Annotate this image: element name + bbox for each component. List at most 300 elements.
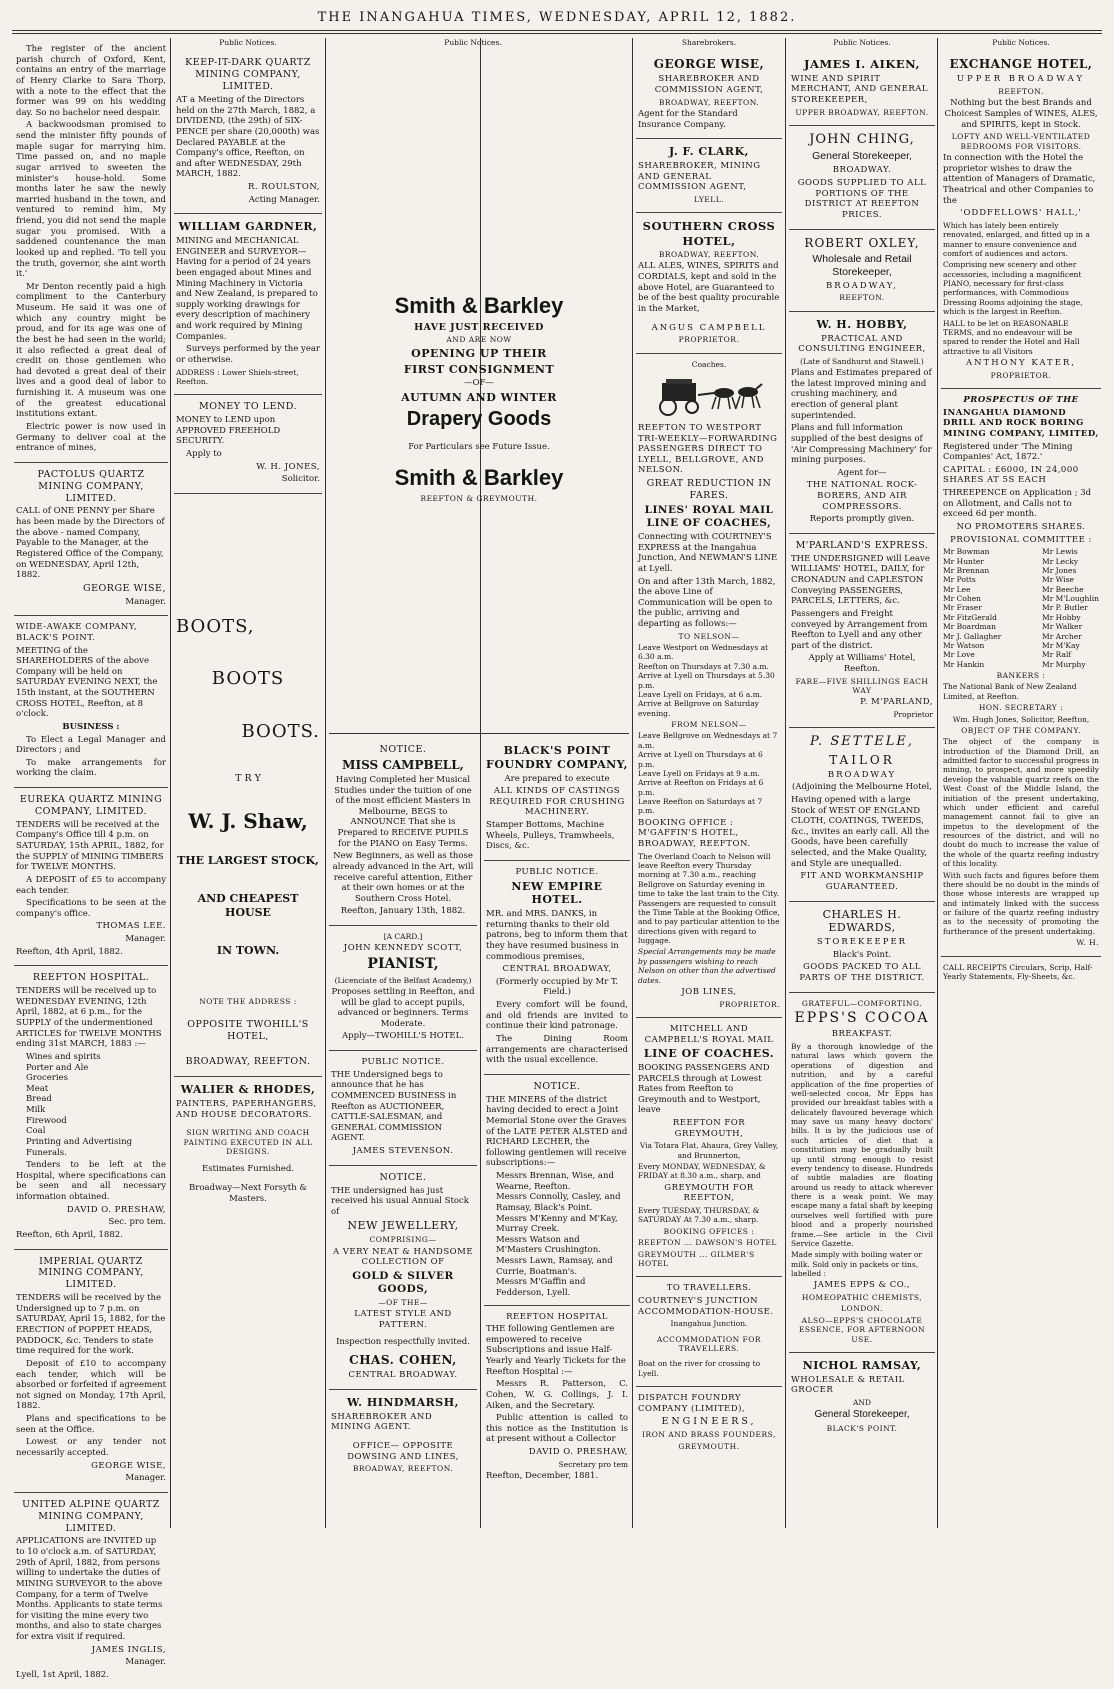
- offices-label: BOOKING OFFICES :: [663, 1226, 755, 1236]
- ad-body: GOODS SUPPLIED TO ALL PORTIONS OF THE DISTRICT AT REEFTON PRICES.: [797, 178, 927, 220]
- travellers-ad: [636, 1277, 782, 1387]
- column-5: [636, 38, 782, 1528]
- signer: JAMES STEVENSON.: [352, 1146, 454, 1156]
- column-6: [789, 38, 935, 1528]
- list-item: Mr Walker: [1042, 622, 1083, 632]
- smith-line: OPENING UP THEIR: [411, 346, 547, 360]
- section-rule: [329, 733, 629, 734]
- ad-body: By a thorough knowledge of the natural laws which govern the operations of digestion and nutrition, and by a careful application of the fine properties of well-selected cocoa, Mr Epps has provided our breakfast tables with a delicately flavoured beverage which may save us many heavy doctors' bills. It is by the judicious use of such articles of diet that a constitution may be gradually built up until strong enough to resist every tendency to disease. Hundreds of subtle maladies are floating around us ready to attack wherever there is a weak point. We may escape many a fatal shaft by keeping ourselves well fortified with pure blood and a properly nourished frame.—See article in the Civil Service Gazette.: [791, 1042, 933, 1248]
- ad-hall: In connection with the Hotel the proprietor wishes to draw the attention of Managers of Dramatic, Theatrical and other Companies to the: [943, 153, 1096, 206]
- date: Lyell, 1st April, 1882.: [16, 1669, 109, 1680]
- collection: A VERY NEAT & HANDSOME COLLECTION OF: [332, 1246, 474, 1268]
- list-item: Mr Lecky: [1042, 556, 1079, 566]
- ad-body: PAINTERS, PAPERHANGERS, AND HOUSE DECORATORS.: [176, 1099, 317, 1120]
- ad-fare: FARE—FIVE SHILLINGS EACH WAY: [795, 676, 929, 695]
- column-1: [14, 38, 168, 1680]
- signer: ANGUS CAMPBELL: [651, 322, 767, 333]
- imperial-notice: [14, 1250, 168, 1493]
- ad-plans: Plans and Estimates prepared of the latest improved mining and crushing machinery, and erection of general plant superintended.: [791, 368, 932, 421]
- signer-role: Manager.: [125, 934, 166, 944]
- signer-role: Sec. pro tem.: [108, 1217, 166, 1228]
- ad-address: BROADWAY, REEFTON.: [352, 1464, 454, 1474]
- clark-ad: [636, 139, 782, 213]
- boots-line: BOOTS.: [241, 720, 320, 742]
- notice-body: Having Completed her Musical Studies under the tuition of one of the most efficient Masters in Melbourne, BEGS to ANNOUNCE That she is Prepared to RECEIVE PUPILS for the PIANO on Easy Terms.: [334, 774, 472, 849]
- business-item: To Elect a Legal Manager and Directors ; and: [16, 734, 166, 756]
- lowest: Lowest or any tender not necessarily accepted.: [16, 1437, 166, 1458]
- smith-line: HAVE JUST RECEIVED: [414, 321, 544, 333]
- stock-line: IN TOWN.: [216, 943, 280, 957]
- ad-title: EPPS'S COCOA: [794, 1009, 930, 1026]
- inspection: Inspection respectfully invited.: [336, 1336, 470, 1347]
- timetable-row: Leave Westport on Wednesdays at 6.30 a.m.: [638, 643, 769, 662]
- settele-ad: [789, 728, 935, 901]
- ad-body: PRACTICAL AND CONSULTING ENGINEER,: [798, 333, 926, 355]
- central: CENTRAL BROADWAY,: [502, 964, 612, 975]
- ad-body: MR. and MRS. DANKS, in returning thanks to their old patrons, beg to inform them that they have resumed business in commodious premises,: [486, 909, 628, 962]
- hotel-name: NEW EMPIRE HOTEL.: [511, 879, 603, 907]
- signer-role: PROPRIETOR.: [990, 370, 1052, 380]
- list-item: Mr M'Loughlin: [1042, 594, 1099, 603]
- masthead-rule-2: [12, 33, 1102, 34]
- ad-body: WINE AND SPIRIT MERCHANT, AND GENERAL STOREKEEPER,: [791, 73, 929, 105]
- ad-agent: Agent for—: [837, 467, 887, 478]
- try-line: T R Y: [235, 773, 261, 785]
- ad-office: OFFICE— OPPOSITE DOWSING AND LINES,: [347, 1440, 459, 1462]
- ad-body: MINING and MECHANICAL ENGINEER and SURVEYOR—Having for a period of 24 years been engaged about Mines and Mining Machinery in Victoria and New Zealand, is prepared to supply working drawings for every description of machinery and work required by Mining Companies.: [176, 236, 318, 342]
- epps-ad: [789, 993, 935, 1353]
- ramsay-ad: [789, 1353, 935, 1441]
- via: Via Totara Flat, Ahaura, Grey Valley, and Brunnerton,: [639, 1141, 779, 1160]
- every: Every TUESDAY, THURSDAY, & SATURDAY At 7.30 a.m., sharp.: [638, 1206, 760, 1225]
- ad-body: SHAREBROKER, MINING AND GENERAL COMMISSION AGENT,: [638, 161, 761, 193]
- ad-subtitle: LINE OF COACHES.: [643, 1047, 775, 1061]
- signer-role: PROPRIETOR.: [678, 335, 740, 345]
- ad-title: NICHOL RAMSAY,: [802, 1358, 922, 1372]
- ad-town: REEFTON.: [839, 293, 885, 303]
- list-item: Messrs M'Gaffin and Fedderson, Lyell.: [496, 1277, 586, 1298]
- notice-title: REEFTON HOSPITAL: [506, 1311, 608, 1322]
- ad-comprising: Comprising new scenery and other accessories, including a magnificent PIANO, necessary for first-class performances, with Commodious Dressing Rooms adjoining the stage, which is the largest in Reefton.: [943, 260, 1083, 317]
- ad-fit: FIT AND WORKMANSHIP GUARANTEED.: [800, 871, 924, 892]
- list-item: Mr Cohen: [943, 594, 982, 603]
- cohen-name: CHAS. COHEN,: [349, 1353, 457, 1368]
- notice-title: IMPERIAL QUARTZ MINING COMPANY, LIMITED.: [38, 1255, 144, 1291]
- signer-role: Secretary pro tem: [558, 1459, 628, 1469]
- ad-role: General Storekeeper,: [812, 150, 912, 163]
- signer: THOMAS LEE.: [96, 921, 166, 932]
- ad-title: EXCHANGE HOTEL,: [949, 57, 1093, 72]
- scott-card: [329, 926, 477, 1051]
- ad-body: THE UNDERSIGNED will Leave WILLIAMS' HOTEL, DAILY, for CRONADUN and CAPLESTON Conveying PASSENGERS, PARCELS, LETTERS, &c.: [791, 553, 930, 607]
- list-item: Mr Lee: [943, 584, 971, 594]
- list-item: Mr Hunter: [943, 556, 984, 566]
- list-item: Messrs M'Kenny and M'Kay, Murray Creek.: [496, 1213, 618, 1235]
- registered: Registered under 'The Mining Companies' Act, 1872.': [943, 441, 1073, 463]
- ad-apply: Apply at Williams' Hotel, Reefton.: [808, 653, 916, 674]
- date: Reefton, 6th April, 1882.: [16, 1229, 123, 1240]
- southern-cross-ad: [636, 213, 782, 353]
- coaches-body: Connecting with COURTNEY'S EXPRESS at the Inangahua Junction, And NEWMAN'S LINE at Lyell.: [638, 532, 778, 574]
- dining: The Dining Room arrangements are characterised with the usual excellence.: [486, 1033, 628, 1066]
- ad-name: DISPATCH FOUNDRY COMPANY (LIMITED),: [638, 1393, 746, 1414]
- shaw-ad: [174, 494, 322, 1077]
- signer: JOB LINES,: [681, 986, 737, 997]
- comfort: Every comfort will be found, and old friends are invited to continue their kind patronage.: [486, 1000, 628, 1032]
- address-line: BROADWAY, REEFTON.: [185, 1056, 311, 1068]
- ad-made: Made simply with boiling water or milk. Sold only in packets or tins, labelled :: [791, 1250, 922, 1278]
- signer: P. M'PARLAND,: [860, 697, 933, 708]
- pianist-apply: Apply—TWOHILL'S HOTEL.: [342, 1031, 464, 1042]
- gold-silver: GOLD & SILVER GOODS,: [352, 1269, 454, 1295]
- timetable-row: Leave Bellgrove on Wednesdays at 7 a.m.: [638, 731, 778, 750]
- column-3-lower: [329, 738, 477, 1528]
- notice-names: Messrs R. Patterson, C. Cohen, W. G. Collings, J. I. Aiken, and the Secretary.: [486, 1379, 628, 1411]
- bankers-label: BANKERS :: [996, 671, 1046, 680]
- list-item: Wines and spirits: [26, 1051, 101, 1062]
- route: GREYMOUTH FOR REEFTON,: [664, 1182, 754, 1204]
- threepence: THREEPENCE on Application ; 3d on Allotment, and Calls not to exceed 6d per month.: [943, 488, 1092, 520]
- list-item: Messrs Connolly, Casley, and Ramsay, Black's Point.: [496, 1192, 621, 1213]
- ad-body: Are prepared to execute: [504, 773, 610, 784]
- from-nelson: FROM NELSON—: [671, 720, 747, 729]
- list-item: Porter and Ale: [26, 1062, 89, 1073]
- ad-lofty: LOFTY AND WELL-VENTILATED BEDROOMS FOR VISITORS.: [951, 132, 1091, 151]
- hindmarsh-ad: [329, 1390, 477, 1482]
- stock-line: AND CHEAPEST HOUSE: [197, 892, 299, 919]
- pianist-role: PIANIST,: [367, 956, 439, 972]
- notice-title: PUBLIC NOTICE.: [361, 1057, 445, 1067]
- smith-line: AND ARE NOW: [446, 335, 512, 345]
- timetable-row: Arrive at Bellgrove on Saturday evening.: [638, 699, 759, 718]
- section-head: Public Notices.: [219, 38, 277, 47]
- list-item: Mr Lewis: [1042, 547, 1078, 557]
- ad-odd: 'ODDFELLOWS' HALL,': [960, 208, 1082, 219]
- column-7: [941, 38, 1101, 1528]
- route: REEFTON FOR GREYMOUTH,: [672, 1118, 746, 1139]
- smith-particulars: For Particulars see Future Issue.: [408, 441, 550, 452]
- ad-address: BROADWAY, REEFTON.: [658, 97, 760, 107]
- ad-sub: BREAKFAST.: [831, 1029, 893, 1040]
- empire-hotel-ad: [484, 861, 630, 1075]
- notice-title: NOTICE.: [379, 1171, 427, 1183]
- signer: W. H.: [1076, 938, 1099, 948]
- pianist-body: Proposes settling in Reefton, and will be glad to accept pupils, advanced or beginners. Terms Moderate.: [331, 986, 475, 1029]
- list-item: Mr Hobby: [1042, 612, 1081, 622]
- subscription-list: [486, 1171, 628, 1299]
- notice-title: NOTICE.: [533, 1080, 581, 1092]
- ad-goods: GOODS PACKED TO ALL PARTS OF THE DISTRICT.: [799, 962, 925, 983]
- ad-address: ADDRESS : Lower Shiels-street, Reefton.: [176, 367, 299, 386]
- prospectus-ad: [941, 389, 1101, 957]
- section-head: Sharebrokers.: [681, 38, 737, 47]
- deposit: A DEPOSIT of £5 to accompany each tender.: [16, 874, 166, 896]
- ad-title: JAMES I. AIKEN,: [804, 57, 920, 72]
- office: GREYMOUTH ... GILMER'S HOTEL: [638, 1249, 755, 1268]
- no-promoters: NO PROMOTERS SHARES.: [956, 521, 1086, 532]
- list-item: Bread: [26, 1094, 52, 1105]
- notice-title: PACTOLUS QUARTZ MINING COMPANY, LIMITED.: [37, 468, 145, 504]
- pianist-name: JOHN KENNEDY SCOTT,: [343, 943, 463, 954]
- coaches-after: On and after 13th March, 1882, the above Line of Communication will be open to the public, arriving and departing as follows:—: [638, 576, 776, 629]
- ad-iron: IRON AND BRASS FOUNDERS,: [642, 1430, 776, 1440]
- ad-title: JOHN CHING,: [809, 132, 915, 147]
- timetable-row: Arrive at Lyell on Thursdays at 6 p.m.: [638, 750, 763, 769]
- cohen-address: CENTRAL BROADWAY.: [348, 1370, 458, 1381]
- gardner-ad: [174, 214, 322, 395]
- ching-ad: [789, 126, 935, 230]
- ad-reports: Reports promptly given.: [809, 514, 915, 525]
- ad-role: Wholesale and Retail Storekeeper,: [812, 252, 912, 278]
- notice-begin: New Beginners, as well as those already advanced in the Art, will receive careful attention, Either at their own homes or at the Southern Cross Hotel.: [332, 851, 474, 904]
- reduction: GREAT REDUCTION IN FARES.: [646, 478, 772, 501]
- list-item: Mr Potts: [943, 575, 976, 585]
- timetable-row: Leave Lyell on Fridays at 9 a.m.: [638, 768, 760, 778]
- oxley-ad: [789, 230, 935, 312]
- notice-title: UNITED ALPINE QUARTZ MINING COMPANY, LIMITED.: [22, 1498, 160, 1534]
- specs: Specifications to be seen at the company's office.: [16, 898, 166, 919]
- ad-firm: JAMES EPPS & CO.,: [813, 1280, 911, 1291]
- ad-also: ALSO—EPPS'S CHOCOLATE ESSENCE, FOR AFTERNOON USE.: [798, 1315, 926, 1344]
- hospital-subscriptions: [484, 1306, 630, 1490]
- list-item: Funerals.: [26, 1147, 67, 1158]
- timetable-row: Arrive at Reefton on Fridays at 6 p.m.: [638, 778, 764, 797]
- ad-full: Plans and full information supplied of the best designs of 'Air Compressing Machinery' for mining purposes.: [791, 423, 932, 466]
- signer: JAMES INGLIS,: [91, 1644, 166, 1655]
- to-nelson: TO NELSON—: [678, 631, 740, 641]
- note-label: NOTE THE ADDRESS :: [199, 997, 297, 1007]
- list-item: Messrs Brennan, Wise, and Wearne, Reefton.: [496, 1171, 614, 1192]
- list-item: Messrs Watson and M'Masters Crushington.: [496, 1234, 601, 1256]
- smith-line: FIRST CONSIGNMENT: [403, 362, 555, 376]
- column-rule: [325, 38, 326, 1528]
- ad-loc: GREYMOUTH.: [678, 1441, 740, 1451]
- ad-body: Having opened with a large Stock of WEST OF ENGLAND CLOTH, COATINGS, TWEEDS, &c., invites an early call. All the Goods, have been carefully selected, and the Make Quality, and Style are unequalled.: [791, 794, 930, 869]
- ad-address: LYELL.: [693, 194, 725, 204]
- ad-sign: SIGN WRITING AND COACH PAINTING EXECUTED IN ALL DESIGNS.: [183, 1128, 313, 1156]
- ad-body: Nothing but the best Brands and Choicest Samples of WINES, ALES, and SPIRITS, kept in Stock.: [944, 98, 1098, 130]
- comprising: COMPRISING—: [369, 1235, 437, 1245]
- signer: ANTHONY KATER,: [965, 358, 1077, 368]
- ad-title: W. H. HOBBY,: [816, 317, 908, 331]
- ad-address: BROADWAY,: [826, 280, 898, 291]
- notice-title: KEEP-IT-DARK QUARTZ MINING COMPANY, LIMITED.: [185, 57, 311, 93]
- ad-address: Broadway—Next Forsyth & Masters.: [189, 1183, 307, 1204]
- edwards-ad: [789, 902, 935, 993]
- column-rule: [632, 38, 633, 1528]
- notice-body: CALL of ONE PENNY per Share has been made by the Directors of the above - named Company, Payable to the Manager, at the Registered Office of the Company, on WEDNESDAY, April 12th, 1882.: [16, 506, 165, 581]
- timetable: [638, 643, 780, 718]
- secretary: Wm. Hugh Jones, Solicitor, Reefton,: [952, 714, 1090, 724]
- list-item: Mr Jones: [1042, 565, 1077, 575]
- smith-barkley-ad: [329, 290, 629, 550]
- list-item: Mr Murphy: [1042, 659, 1086, 669]
- ad-body: ALL ALES, WINES, SPIRITS and CORDIALS, kept and sold in the above Hotel, are Guaranteed to be of the best quality procurable in the Market,: [638, 261, 780, 314]
- ad-body: BOOKING PASSENGERS AND PARCELS through at Lowest Rates from Reefton to Greymouth and to Westport, leave: [638, 1062, 770, 1116]
- news-paragraph: A backwoodsman promised to send the minister fifty pounds of maple sugar for marrying him. Time passed on, and no maple sugar arrived to sweeten the minister's house-hold. Some months later he saw the newly married husband in the town, and ventured to remind him, My friend, you did not send the maple sugar you promised. With a saddened countenance the man looked up and replied. 'To tell you the truth, governor, she aint worth it.': [16, 120, 166, 280]
- ad-castings: ALL KINDS OF CASTINGS REQUIRED FOR CRUSHING MACHINERY.: [489, 786, 625, 818]
- business-label: BUSINESS :: [62, 721, 120, 732]
- coaches-head: Coaches.: [691, 359, 727, 369]
- stagecoach-icon: [654, 375, 764, 417]
- deposit: Deposit of £10 to accompany each tender, which will be absorbed or forfeited if agreement not signed on Monday, 17th April, 1882.: [16, 1358, 166, 1412]
- smith-location: REEFTON & GREYMOUTH.: [420, 493, 538, 503]
- ad-title: MONEY TO LEND.: [198, 401, 298, 413]
- timetable-row: Leave Reefton on Saturdays at 7 p.m.: [638, 797, 763, 816]
- ad-address: UPPER BROADWAY, REEFTON.: [795, 107, 929, 117]
- ad-london: LONDON.: [841, 1304, 883, 1314]
- ad-body: SHAREBROKER AND MINING AGENT.: [331, 1411, 433, 1433]
- wise-ad: [636, 51, 782, 139]
- news-paragraph: Mr Denton recently paid a high compliment to the Canterbury Museum. He said it was one of which any country might be proud, and for its age was one of the best he had seen in the world; it also reflected a great deal of credit on those gentlemen who had devoted a great deal of their lives and a good deal of labor to furnishing it. A museum was one of the greatest educational institutions extant.: [16, 281, 166, 420]
- list-item: Mr Beeche: [1042, 584, 1084, 594]
- ad-acc: ACCOMMODATION FOR TRAVELLERS.: [656, 1334, 762, 1353]
- list-item: Mr Wise: [1042, 575, 1074, 585]
- signer-role: Manager.: [125, 596, 166, 607]
- list-item: Mr Watson: [943, 640, 985, 650]
- signer: DAVID O. PRESHAW,: [528, 1447, 628, 1457]
- object-body: The object of the company is introduction of the Diamond Drill, an admitted factor to successful progress in mining, to prospect, and more speedily develop the valuable quartz reefs on the West Coast of the Middle Island, the initiation of the present undertaking, which under efficient and careful management cannot fail to give an impetus to the development of the resources of the district, and will no doubt do much to increase the value of the whole of the quartz reefing industry of this locality.: [943, 737, 1099, 869]
- mitchell-ad: [636, 1018, 782, 1277]
- list-item: Mr Boardman: [943, 622, 996, 632]
- smith-name-2: Smith & Barkley: [394, 465, 564, 491]
- ad-and: AND: [853, 1397, 871, 1407]
- notice-body: TENDERS will be received at the Company's Office till 4 p.m. on SATURDAY, 15th APRIL, 1882, for the SUPPLY of MINING TIMBERS for TWELVE MONTHS.: [16, 819, 164, 873]
- stevenson-notice: [329, 1051, 477, 1166]
- ad-survey: Surveys performed by the year or otherwise.: [176, 344, 320, 365]
- boots-line: BOOTS: [211, 668, 285, 690]
- secretary-label: HON. SECRETARY :: [978, 703, 1064, 713]
- ad-title: BLACK'S POINT FOUNDRY COMPANY,: [486, 744, 628, 771]
- money-ad: [174, 395, 322, 494]
- ad-title: CHARLES H. EDWARDS,: [822, 907, 902, 935]
- ad-loc: BLACK'S POINT.: [826, 1423, 898, 1433]
- card-label: [A CARD.]: [383, 932, 423, 941]
- ad-eng: ENGINEERS,: [661, 1416, 757, 1428]
- route-title: REEFTON TO WESTPORT TRI-WEEKLY—FORWARDING PASSENGERS DIRECT TO LYELL, BELLGROVE, AND NELSON.: [638, 422, 778, 476]
- ad-title: MITCHELL AND CAMPBELL'S ROYAL MAIL: [644, 1023, 774, 1045]
- timetable-row: Reefton on Thursdays at 7.30 a.m.: [638, 661, 769, 671]
- pianist-lic: (Licenciate of the Belfast Academy,): [334, 975, 472, 985]
- coaches-ad: [636, 354, 782, 1018]
- cohen-notice: [329, 1166, 477, 1390]
- ad-late: (Late of Sandhurst and Stawell.): [800, 356, 924, 366]
- committee-label: PROVISIONAL COMMITTEE :: [950, 534, 1092, 545]
- capital: CAPITAL : £6000, IN 24,000 SHARES AT 5S EACH: [943, 464, 1079, 486]
- notice-body: AT a Meeting of the Directors held on the 27th March, 1882, a DIVIDEND, (the 29th) of SIX-PENCE per share (20,000th) was Declared PAYABLE at the Company's office, Reefton, on and after WEDNESDAY, 29th MARCH, 1882.: [176, 95, 320, 180]
- teacher-name: MISS CAMPBELL,: [342, 757, 464, 772]
- signer-role: Solicitor.: [281, 474, 320, 485]
- ad-grateful: GRATEFUL—COMFORTING.: [801, 998, 923, 1008]
- notice-body: TENDERS will be received by the Undersigned up to 7 p.m. on SATURDAY, April 15, 1882, for the ERECTION of POPPET HEADS, PADDOCK, &c. Tenders to state time required for the work.: [16, 1293, 166, 1357]
- tender-items: [16, 1052, 166, 1158]
- signer-role: PROPRIETOR.: [719, 999, 780, 1009]
- ad-homeo: HOMEOPATHIC CHEMISTS,: [801, 1293, 923, 1302]
- signer: DAVID O. PRESHAW,: [66, 1204, 166, 1215]
- eureka-notice: [14, 788, 168, 966]
- ad-title: ROBERT OXLEY,: [804, 235, 920, 250]
- signer-role: Manager.: [125, 1657, 166, 1668]
- notice-label: PUBLIC NOTICE.: [515, 866, 599, 877]
- notice-title: EUREKA QUARTZ MINING COMPANY, LIMITED.: [19, 794, 163, 817]
- plans: Plans and specifications to be seen at the Office.: [16, 1414, 166, 1435]
- notice-body: MEETING of the SHAREHOLDERS of the above Company will be held on SATURDAY EVENING NEXT, the 15th instant, at the SOUTHERN CROSS HOTEL, Reefton, at 8 o'clock.: [16, 645, 158, 720]
- date: Reefton, 4th April, 1882.: [16, 946, 123, 957]
- list-item: Meat: [26, 1083, 49, 1094]
- of-the: —OF THE—: [378, 1298, 428, 1307]
- notice-body: THE Undersigned begs to announce that he has COMMENCED BUSINESS in Reefton as AUCTIONEER, CATTLE-SALESMAN, and GENERAL COMMISSION AGENT.: [331, 1069, 457, 1144]
- smith-name: Smith & Barkley: [394, 293, 564, 318]
- list-item: Firewood: [26, 1115, 67, 1126]
- notice-body: THE MINERS of the district having decided to erect a Joint Memorial Stone over the Graves of the LATE PETER ALSTED and RICHARD LECHER, the following gentlemen will receive subscriptions:—: [486, 1094, 628, 1169]
- booking-office: BOOKING OFFICE : M'GAFFIN'S HOTEL, BROADWAY, REEFTON.: [638, 817, 751, 849]
- column-2: [174, 38, 322, 1528]
- mparland-ad: [789, 534, 935, 729]
- ad-rock: THE NATIONAL ROCK-BORERS, AND AIR COMPRESSORS.: [806, 480, 918, 512]
- ad-title: J. F. CLARK,: [669, 145, 749, 159]
- column-rule: [170, 38, 171, 1528]
- object-title: OBJECT OF THE COMPANY.: [961, 725, 1081, 735]
- committee-col: [943, 547, 1001, 669]
- ad-freight: Passengers and Freight conveyed by Arrangement from Reefton to Lyell and any other part of the district.: [791, 608, 928, 651]
- ad-boat: Boat on the river for crossing to Lyell.: [638, 1359, 761, 1378]
- ad-title: M'PARLAND'S EXPRESS.: [795, 539, 929, 551]
- ad-trade: TAILOR: [829, 752, 895, 767]
- column-rule: [937, 38, 938, 1528]
- ad-body: SHAREBROKER AND COMMISSION AGENT,: [654, 74, 764, 95]
- ad-body: CALL RECEIPTS Circulars, Scrip, Half-Yearly Statements, Fly-Sheets, &c.: [943, 962, 1093, 981]
- wideawake-notice: [14, 616, 168, 788]
- ad-address: BROADWAY, REEFTON.: [658, 250, 760, 259]
- shaw-name: W. J. Shaw,: [188, 809, 308, 834]
- calls-ad: [941, 957, 1101, 990]
- blacks-point-ad: [484, 738, 630, 861]
- dispatch-ad: [636, 1387, 782, 1459]
- news-items: [14, 38, 168, 463]
- committee-col: [1042, 547, 1099, 669]
- ad-address: BROADWAY.: [832, 165, 892, 176]
- exchange-hotel-ad: [941, 51, 1101, 389]
- notice-body: APPLICATIONS are INVITED up to 10 o'clock a.m. of SATURDAY, 29th of April, 1882, from persons willing to undertake the duties of MINING SURVEYOR to the above Company, for a term of Twelve Months. Applicants to state terms for visiting the mine every two months, and also to state charges for extra visit if required.: [16, 1536, 163, 1642]
- ad-address: BROADWAY: [827, 769, 897, 780]
- business-item: To make arrangements for working the claim.: [16, 757, 166, 779]
- notice-title: REEFTON HOSPITAL.: [32, 972, 150, 984]
- news-paragraph: Electric power is now used in Germany to deliver coal at the entrance of mines,: [16, 421, 166, 454]
- signer-role: Proprietor: [893, 710, 933, 719]
- ad-apply: Apply to: [186, 449, 222, 459]
- list-item: Messrs Lawn, Ramsay, and Currie, Boatman's.: [496, 1256, 613, 1277]
- timetable-row: Leave Lyell on Fridays, at 6 a.m.: [638, 689, 763, 699]
- list-item: Groceries: [26, 1073, 68, 1084]
- ad-loc: Black's Point.: [832, 949, 892, 960]
- signer: R. ROULSTON,: [247, 182, 320, 192]
- ad-title: WILLIAM GARDNER,: [178, 220, 318, 234]
- section-head: Public Notices.: [833, 38, 891, 47]
- ad-title: TO TRAVELLERS.: [666, 1283, 752, 1294]
- smith-line: —OF—: [464, 378, 494, 389]
- ad-title: PROSPECTUS OF THE: [963, 395, 1079, 405]
- ad-body: MONEY to LEND upon APPROVED FREEHOLD SECURITY.: [176, 415, 281, 447]
- ad-loc: Inangahua Junction.: [670, 1319, 748, 1329]
- list-item: Mr Love: [943, 650, 975, 660]
- list-item: Mr FitzGerald: [943, 612, 997, 622]
- committee-list: [943, 547, 1099, 669]
- every: Every MONDAY, WEDNESDAY, & FRIDAY at 8.30 a.m., sharp, and: [638, 1162, 766, 1181]
- campbell-notice: [329, 738, 477, 926]
- list-item: Mr J. Gallagher: [943, 631, 1002, 641]
- lines-title: LINES' ROYAL MAIL LINE OF COACHES,: [644, 503, 774, 529]
- overland: The Overland Coach to Nelson will leave Reefton every Thursday morning at 7.30 a.m., reaching Bellgrove on Saturday evening in time to take the last train to the City. Passengers are requested to consult the Time Table at the Booking Office, and to pay particular attention to the directions given with regard to luggage.: [638, 851, 780, 945]
